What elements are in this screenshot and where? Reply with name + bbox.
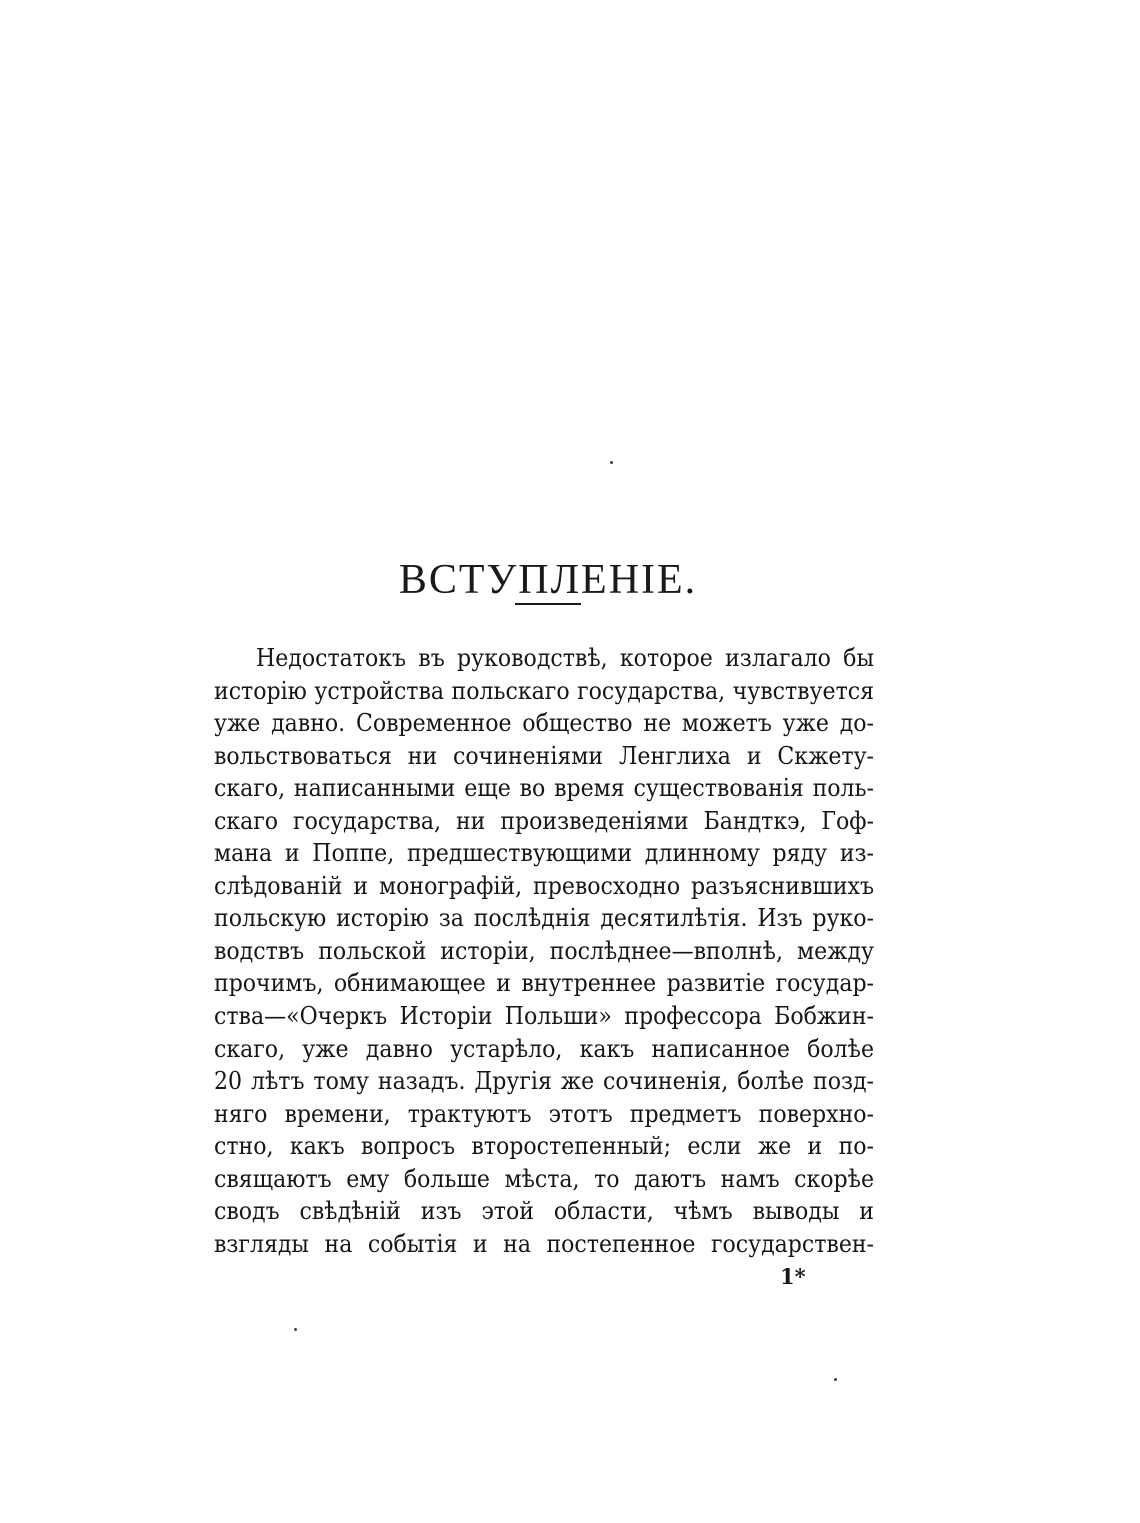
title-rule <box>515 603 581 605</box>
text-line: исторію устройства польскаго государства, чувствуется <box>214 675 874 705</box>
print-speck <box>834 1378 837 1381</box>
signature-mark: 1* <box>780 1264 806 1289</box>
text-line: польскую исторію за послѣднія десятилѣтія. Изъ руко- <box>214 903 874 933</box>
text-line: слѣдованій и монографій, превосходно разъяснившихъ <box>214 870 874 900</box>
text-line: вольствоваться ни сочиненіями Ленглиха и Скжету- <box>214 740 874 770</box>
text-line: стно, какъ вопросъ второстепенный; если же и по- <box>214 1131 874 1161</box>
text-line: скаго, написанными еще во время существованія поль- <box>214 773 874 803</box>
text-line: взгляды на событія и на постепенное государствен- <box>214 1228 874 1258</box>
print-speck <box>294 1328 297 1331</box>
paragraph-body <box>214 642 874 1260</box>
text-line: няго времени, трактуютъ этотъ предметъ поверхно- <box>214 1098 874 1128</box>
text-line: 20 лѣтъ тому назадъ. Другія же сочиненія, болѣе позд- <box>214 1066 874 1096</box>
text-line: свящаютъ ему больше мѣста, то даютъ намъ скорѣе <box>214 1163 874 1193</box>
print-speck <box>610 461 613 464</box>
text-line: водствъ польской исторіи, послѣднее—вполнѣ, между <box>214 935 874 965</box>
text-line: Недостатокъ въ руководствѣ, которое излагало бы <box>256 643 874 672</box>
text-line: сводъ свѣдѣній изъ этой области, чѣмъ выводы и <box>214 1196 874 1226</box>
text-line: скаго, уже давно устарѣло, какъ написанное болѣе <box>214 1033 874 1063</box>
text-line: прочимъ, обнимающее и внутреннее развитіе государ- <box>214 968 874 998</box>
text-line: мана и Поппе, предшествующими длинному ряду из- <box>214 838 874 868</box>
text-line: ства—«Очеркъ Исторіи Польши» профессора Бобжин- <box>214 1001 874 1031</box>
text-line: уже давно. Современное общество не можетъ уже до- <box>214 708 874 738</box>
chapter-title: ВСТУПЛЕНІЕ. <box>398 557 698 604</box>
text-line: скаго государства, ни произведеніями Бандткэ, Гоф- <box>214 805 874 835</box>
